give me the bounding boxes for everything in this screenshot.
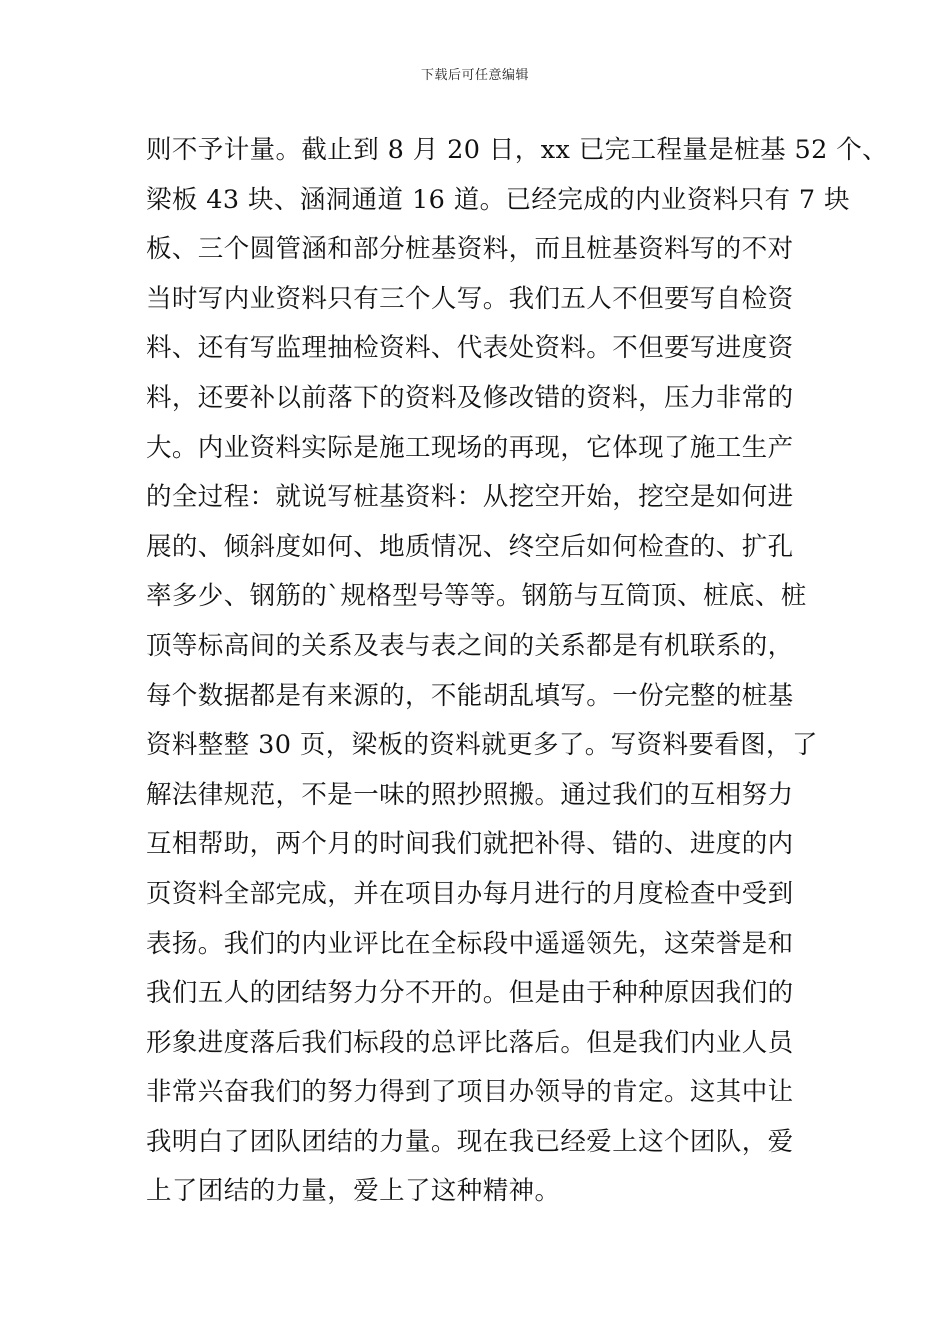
text-line: 我明白了团队团结的力量。现在我已经爱上这个团队，爱: [146, 1126, 794, 1157]
text-line: 板、三个圆管涵和部分桩基资料，而且桩基资料写的不对: [146, 234, 794, 265]
text-line: 表扬。我们的内业评比在全标段中遥遥领先，这荣誉是和: [146, 928, 794, 959]
text-line: 互相帮助，两个月的时间我们就把补得、错的、进度的内: [146, 829, 794, 860]
body-text: [146, 126, 889, 1217]
text-line: 则不予计量。截止到 8 月 20 日，xx 已完工程量是桩基 52 个、: [146, 135, 889, 165]
text-line: 非常兴奋我们的努力得到了项目办领导的肯定。这其中让: [146, 1077, 794, 1108]
text-line: 形象进度落后我们标段的总评比落后。但是我们内业人员: [146, 1027, 794, 1058]
text-line: 大。内业资料实际是施工现场的再现，它体现了施工生产: [146, 432, 794, 463]
text-line: 当时写内业资料只有三个人写。我们五人不但要写自检资: [146, 283, 794, 314]
text-line: 每个数据都是有来源的，不能胡乱填写。一份完整的桩基: [146, 680, 794, 711]
text-line: 料，还要补以前落下的资料及修改错的资料，压力非常的: [146, 382, 794, 413]
text-line: 梁板 43 块、涵洞通道 16 道。已经完成的内业资料只有 7 块: [146, 184, 850, 215]
text-line: 页资料全部完成，并在项目办每月进行的月度检查中受到: [146, 878, 794, 909]
text-line: 顶等标高间的关系及表与表之间的关系都是有机联系的，: [146, 630, 794, 661]
text-line: 解法律规范，不是一味的照抄照搬。通过我们的互相努力: [146, 779, 794, 810]
page-header: 下载后可任意编辑: [420, 68, 529, 83]
text-line: 我们五人的团结努力分不开的。但是由于种种原因我们的: [146, 978, 794, 1009]
text-line: 上了团结的力量，爱上了这种精神。: [146, 1176, 561, 1207]
text-line: 展的、倾斜度如何、地质情况、终空后如何检查的、扩孔: [146, 531, 794, 562]
text-line: 资料整整 30 页，梁板的资料就更多了。写资料要看图，了: [146, 730, 818, 761]
text-line: 的全过程：就说写桩基资料：从挖空开始，挖空是如何进: [146, 482, 794, 513]
text-line: 料、还有写监理抽检资料、代表处资料。不但要写进度资: [146, 333, 794, 364]
text-line: 率多少、钢筋的`规格型号等等。钢筋与互筒顶、桩底、桩: [146, 581, 807, 612]
